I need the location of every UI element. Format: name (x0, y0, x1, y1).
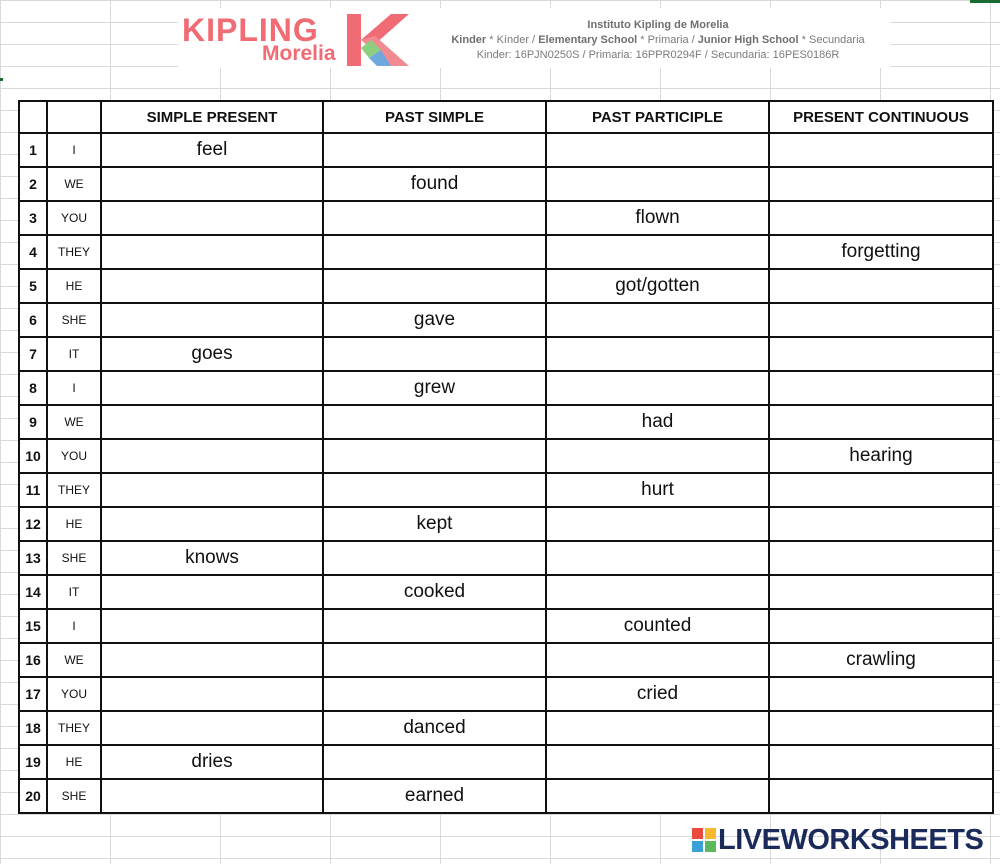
header-simple-present: SIMPLE PRESENT (101, 101, 323, 133)
past-participle-cell[interactable] (546, 745, 769, 779)
simple-present-cell[interactable] (101, 405, 323, 439)
present-continuous-cell[interactable]: forgetting (769, 235, 993, 269)
table-row (19, 779, 993, 813)
row-number: 12 (19, 507, 47, 541)
simple-present-cell[interactable] (101, 167, 323, 201)
table-row (19, 541, 993, 575)
row-number: 15 (19, 609, 47, 643)
row-number: 13 (19, 541, 47, 575)
table-row (19, 337, 993, 371)
spreadsheet-accent-bar (970, 0, 1000, 3)
header-past-simple: PAST SIMPLE (323, 101, 546, 133)
simple-present-cell[interactable] (101, 439, 323, 473)
header-number (19, 101, 47, 133)
table-row (19, 371, 993, 405)
past-participle-cell[interactable] (546, 541, 769, 575)
past-participle-cell[interactable] (546, 507, 769, 541)
present-continuous-cell[interactable]: hearing (769, 439, 993, 473)
row-number: 4 (19, 235, 47, 269)
row-number: 7 (19, 337, 47, 371)
row-number: 14 (19, 575, 47, 609)
table-row (19, 303, 993, 337)
row-number: 20 (19, 779, 47, 813)
past-simple-cell[interactable] (323, 269, 546, 303)
simple-present-cell[interactable] (101, 473, 323, 507)
simple-present-cell[interactable]: dries (101, 745, 323, 779)
pronoun-cell: THEY (47, 711, 101, 745)
letterhead (178, 8, 890, 68)
row-number: 6 (19, 303, 47, 337)
table-row (19, 439, 993, 473)
past-simple-cell[interactable] (323, 133, 546, 167)
simple-present-cell[interactable] (101, 371, 323, 405)
past-simple-cell[interactable] (323, 235, 546, 269)
pronoun-cell: WE (47, 405, 101, 439)
table-row (19, 167, 993, 201)
row-number: 17 (19, 677, 47, 711)
present-continuous-cell[interactable] (769, 201, 993, 235)
present-continuous-cell[interactable] (769, 779, 993, 813)
pronoun-cell: YOU (47, 677, 101, 711)
liveworksheets-logo-icon (692, 828, 716, 852)
row-number: 2 (19, 167, 47, 201)
row-number: 16 (19, 643, 47, 677)
table-row (19, 405, 993, 439)
logo-word-morelia: Morelia (262, 42, 336, 65)
table-row (19, 643, 993, 677)
table-row (19, 201, 993, 235)
verb-tense-table (18, 100, 994, 814)
past-simple-cell[interactable]: earned (323, 779, 546, 813)
simple-present-cell[interactable]: feel (101, 133, 323, 167)
pronoun-cell: I (47, 133, 101, 167)
past-simple-cell[interactable]: cooked (323, 575, 546, 609)
spreadsheet-accent-tick (0, 78, 3, 81)
present-continuous-cell[interactable]: crawling (769, 643, 993, 677)
present-continuous-cell[interactable] (769, 303, 993, 337)
past-simple-cell[interactable] (323, 609, 546, 643)
present-continuous-cell[interactable] (769, 745, 993, 779)
past-simple-cell[interactable] (323, 473, 546, 507)
present-continuous-cell[interactable] (769, 575, 993, 609)
liveworksheets-wordmark: LIVEWORKSHEETS (718, 824, 984, 856)
past-participle-cell[interactable]: counted (546, 609, 769, 643)
simple-present-cell[interactable] (101, 303, 323, 337)
simple-present-cell[interactable] (101, 643, 323, 677)
present-continuous-cell[interactable] (769, 677, 993, 711)
kipling-logo (182, 10, 412, 66)
present-continuous-cell[interactable] (769, 507, 993, 541)
present-continuous-cell[interactable] (769, 269, 993, 303)
simple-present-cell[interactable] (101, 779, 323, 813)
pronoun-cell: SHE (47, 779, 101, 813)
pronoun-cell: THEY (47, 473, 101, 507)
table-header-row (19, 101, 993, 133)
present-continuous-cell[interactable] (769, 167, 993, 201)
pronoun-cell: YOU (47, 201, 101, 235)
table-row (19, 507, 993, 541)
row-number: 9 (19, 405, 47, 439)
school-name: Instituto Kipling de Morelia (587, 19, 729, 31)
past-participle-cell[interactable] (546, 337, 769, 371)
present-continuous-cell[interactable] (769, 371, 993, 405)
kipling-k-icon (347, 14, 409, 66)
pronoun-cell: IT (47, 337, 101, 371)
row-number: 8 (19, 371, 47, 405)
past-simple-cell[interactable] (323, 643, 546, 677)
past-participle-cell[interactable] (546, 371, 769, 405)
simple-present-cell[interactable] (101, 201, 323, 235)
past-simple-cell[interactable] (323, 405, 546, 439)
school-levels: Kinder * Kínder / Elementary School * Primaria / Junior High School * Secundaria (451, 34, 865, 46)
past-participle-cell[interactable] (546, 235, 769, 269)
row-number: 3 (19, 201, 47, 235)
past-participle-cell[interactable] (546, 575, 769, 609)
header-present-continuous: PRESENT CONTINUOUS (769, 101, 993, 133)
past-participle-cell[interactable] (546, 643, 769, 677)
table-row (19, 711, 993, 745)
past-participle-cell[interactable]: got/gotten (546, 269, 769, 303)
table-row (19, 133, 993, 167)
past-simple-cell[interactable] (323, 677, 546, 711)
simple-present-cell[interactable] (101, 507, 323, 541)
present-continuous-cell[interactable] (769, 473, 993, 507)
row-number: 11 (19, 473, 47, 507)
past-simple-cell[interactable]: found (323, 167, 546, 201)
table-body (19, 133, 993, 813)
past-simple-cell[interactable]: danced (323, 711, 546, 745)
header-pronoun (47, 101, 101, 133)
past-participle-cell[interactable] (546, 303, 769, 337)
table-row (19, 677, 993, 711)
row-number: 5 (19, 269, 47, 303)
simple-present-cell[interactable] (101, 235, 323, 269)
pronoun-cell: THEY (47, 235, 101, 269)
simple-present-cell[interactable] (101, 269, 323, 303)
past-simple-cell[interactable] (323, 541, 546, 575)
past-simple-cell[interactable]: gave (323, 303, 546, 337)
pronoun-cell: IT (47, 575, 101, 609)
school-codes: Kinder: 16PJN0250S / Primaria: 16PPR0294F / Secundaria: 16PES0186R (476, 49, 840, 61)
pronoun-cell: YOU (47, 439, 101, 473)
simple-present-cell[interactable] (101, 677, 323, 711)
present-continuous-cell[interactable] (769, 405, 993, 439)
table-row (19, 609, 993, 643)
past-simple-cell[interactable] (323, 337, 546, 371)
row-number: 1 (19, 133, 47, 167)
row-number: 10 (19, 439, 47, 473)
present-continuous-cell[interactable] (769, 337, 993, 371)
past-participle-cell[interactable]: hurt (546, 473, 769, 507)
past-participle-cell[interactable]: cried (546, 677, 769, 711)
simple-present-cell[interactable] (101, 711, 323, 745)
pronoun-cell: WE (47, 643, 101, 677)
simple-present-cell[interactable] (101, 609, 323, 643)
pronoun-cell: SHE (47, 303, 101, 337)
header-past-participle: PAST PARTICIPLE (546, 101, 769, 133)
table-row (19, 745, 993, 779)
row-number: 18 (19, 711, 47, 745)
pronoun-cell: HE (47, 745, 101, 779)
present-continuous-cell[interactable] (769, 711, 993, 745)
past-simple-cell[interactable] (323, 745, 546, 779)
simple-present-cell[interactable] (101, 575, 323, 609)
past-simple-cell[interactable] (323, 201, 546, 235)
present-continuous-cell[interactable] (769, 133, 993, 167)
logo-word-kipling: KIPLING (182, 12, 319, 48)
pronoun-cell: HE (47, 507, 101, 541)
pronoun-cell: SHE (47, 541, 101, 575)
past-participle-cell[interactable]: flown (546, 201, 769, 235)
pronoun-cell: I (47, 609, 101, 643)
past-simple-cell[interactable]: kept (323, 507, 546, 541)
simple-present-cell[interactable]: knows (101, 541, 323, 575)
past-participle-cell[interactable]: had (546, 405, 769, 439)
school-info (428, 18, 888, 63)
row-number: 19 (19, 745, 47, 779)
past-participle-cell[interactable] (546, 439, 769, 473)
present-continuous-cell[interactable] (769, 609, 993, 643)
past-participle-cell[interactable] (546, 167, 769, 201)
pronoun-cell: I (47, 371, 101, 405)
past-participle-cell[interactable] (546, 133, 769, 167)
past-simple-cell[interactable]: grew (323, 371, 546, 405)
past-participle-cell[interactable] (546, 779, 769, 813)
pronoun-cell: WE (47, 167, 101, 201)
table-row (19, 235, 993, 269)
simple-present-cell[interactable]: goes (101, 337, 323, 371)
table-row (19, 269, 993, 303)
pronoun-cell: HE (47, 269, 101, 303)
past-simple-cell[interactable] (323, 439, 546, 473)
past-participle-cell[interactable] (546, 711, 769, 745)
table-row (19, 575, 993, 609)
present-continuous-cell[interactable] (769, 541, 993, 575)
table-row (19, 473, 993, 507)
